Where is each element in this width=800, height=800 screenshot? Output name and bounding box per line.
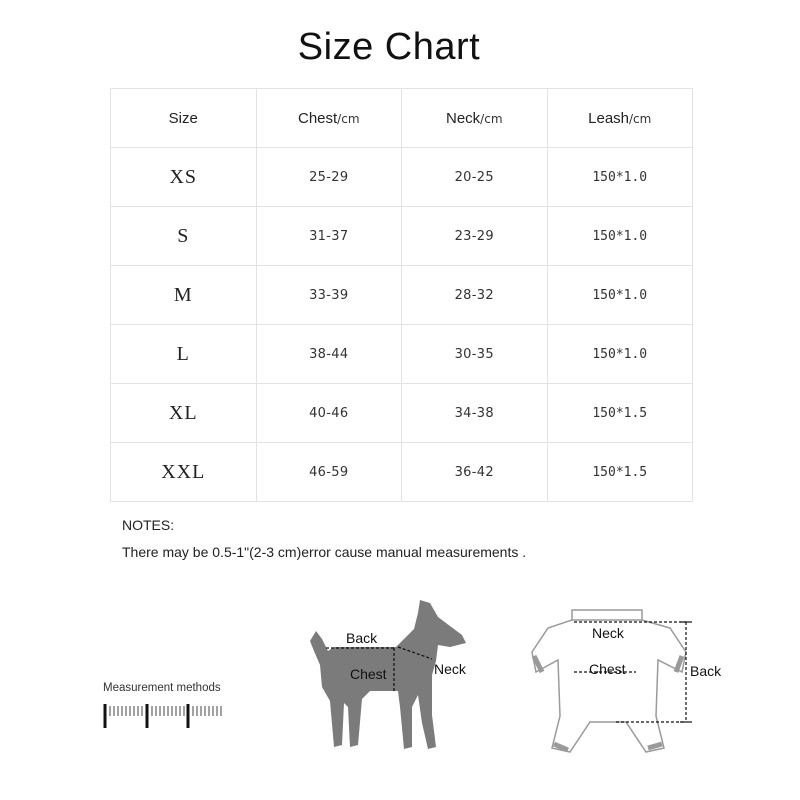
- header-leash: Leash/cm: [547, 89, 693, 148]
- notes-heading: NOTES:: [122, 517, 175, 533]
- tape-measure-icon: [100, 700, 230, 730]
- neck-cell: 34-38: [402, 384, 548, 443]
- clothing-neck-label: Neck: [592, 625, 624, 641]
- size-cell: XXL: [111, 443, 257, 502]
- neck-cell: 30-35: [402, 325, 548, 384]
- dog-neck-label: Neck: [434, 661, 466, 677]
- leash-cell: 150*1.0: [547, 266, 693, 325]
- size-cell: XL: [111, 384, 257, 443]
- neck-cell: 28-32: [402, 266, 548, 325]
- table-row: [111, 148, 693, 207]
- size-cell: S: [111, 207, 257, 266]
- leash-cell: 150*1.0: [547, 207, 693, 266]
- size-cell: L: [111, 325, 257, 384]
- notes-text: There may be 0.5-1"(2-3 cm)error cause manual measurements .: [122, 544, 527, 560]
- neck-cell: 36-42: [402, 443, 548, 502]
- chest-cell: 25-29: [256, 148, 402, 207]
- chest-cell: 46-59: [256, 443, 402, 502]
- chest-cell: 40-46: [256, 384, 402, 443]
- chest-cell: 38-44: [256, 325, 402, 384]
- leash-cell: 150*1.0: [547, 148, 693, 207]
- header-chest: Chest/cm: [256, 89, 402, 148]
- leash-cell: 150*1.5: [547, 384, 693, 443]
- size-cell: XS: [111, 148, 257, 207]
- table-row: [111, 266, 693, 325]
- clothing-chest-label: Chest: [589, 661, 626, 677]
- leash-cell: 150*1.5: [547, 443, 693, 502]
- table-row: [111, 325, 693, 384]
- chest-cell: 31-37: [256, 207, 402, 266]
- header-neck: Neck/cm: [402, 89, 548, 148]
- chest-cell: 33-39: [256, 266, 402, 325]
- table-row: [111, 384, 693, 443]
- table-header-row: [111, 89, 693, 148]
- neck-cell: 20-25: [402, 148, 548, 207]
- clothing-back-label: Back: [690, 663, 722, 679]
- header-size: Size: [111, 89, 257, 148]
- measurement-methods-label: Measurement methods: [103, 682, 221, 694]
- size-chart-table: [110, 88, 693, 502]
- table-row: [111, 207, 693, 266]
- dog-clothing-diagram-icon: [530, 600, 700, 760]
- dog-back-label: Back: [346, 630, 378, 646]
- leash-cell: 150*1.0: [547, 325, 693, 384]
- neck-cell: 23-29: [402, 207, 548, 266]
- size-cell: M: [111, 266, 257, 325]
- dog-chest-label: Chest: [350, 666, 387, 682]
- table-row: [111, 443, 693, 502]
- page-title: Size Chart: [297, 26, 481, 68]
